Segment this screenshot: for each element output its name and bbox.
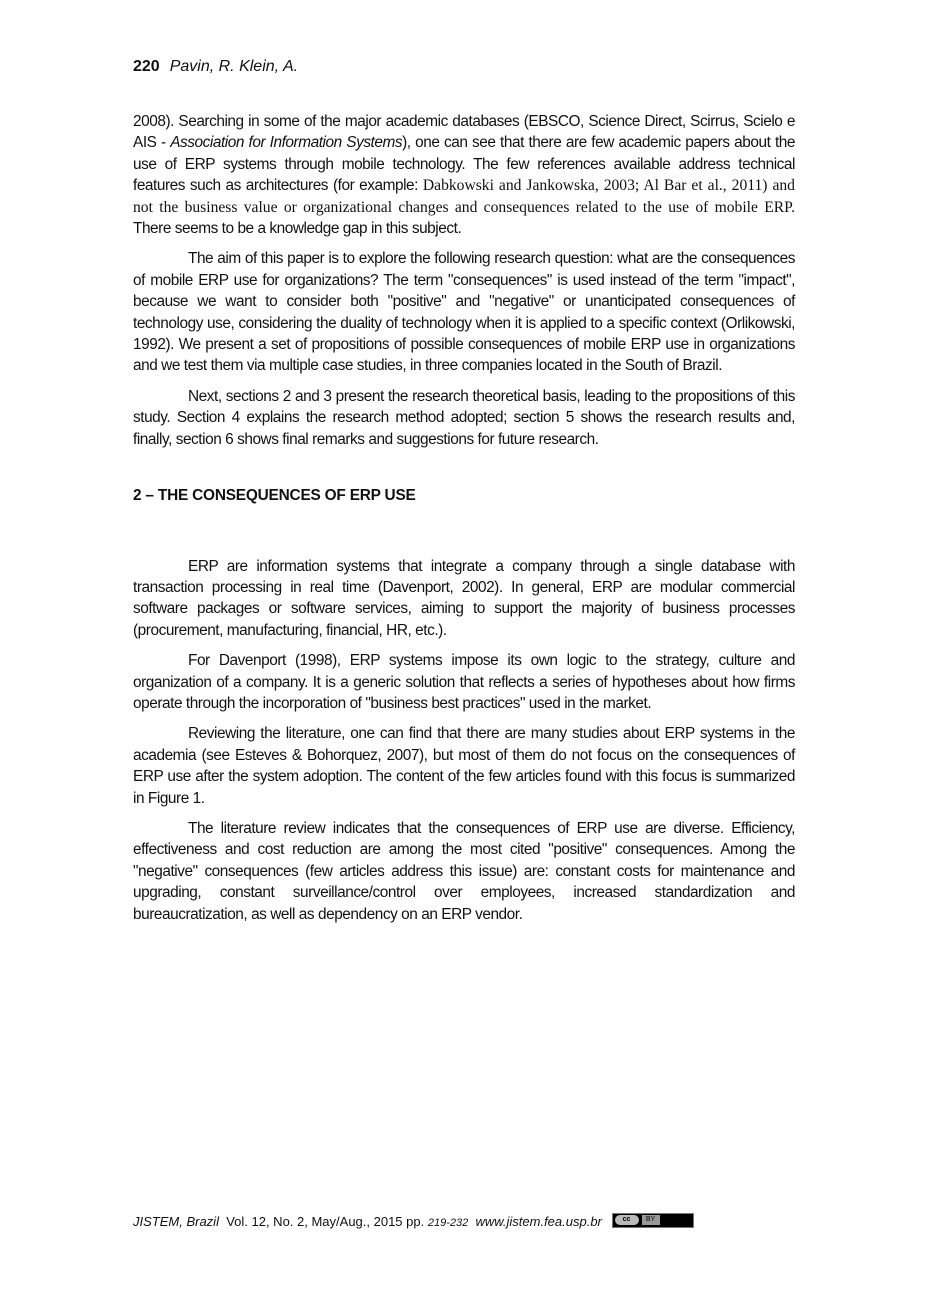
paragraph-5: For Davenport (1998), ERP systems impose its own logic to the strategy, culture and organization of a company. It is a generic solution that reflects a series of hypotheses about how firms operate through the incorporation of "business best practices" used in the market. [133, 652, 795, 712]
paragraph-3: Next, sections 2 and 3 present the research theoretical basis, leading to the propositions of this study. Section 4 explains the research method adopted; section 5 shows the research results and, finally, section 6 shows final remarks and suggestions for future research. [133, 387, 795, 448]
running-authors: Pavin, R. Klein, A. [169, 58, 299, 75]
paragraph-1: 2008). Searching in some of the major academic databases (EBSCO, Science Direct, Scirrus, Scielo e AIS - Association for Information Systems), one can see that there are few academic papers about the use of ERP systems through mobile technology. The few references available address technical features such as architectures (for example: Dabkowski and Jankowska, 2003; Al Bar et al., 2011) and not the business value or organizational changes and consequences related to the use of mobile ERP. There seems to be a knowledge gap in this subject. [133, 113, 795, 238]
journal-website[interactable]: www.jistem.fea.usp.br [475, 1214, 602, 1229]
creative-commons-icon[interactable]: cc BY [612, 1213, 694, 1228]
body-text [133, 111, 795, 934]
paragraph-7: The literature review indicates that the consequences of ERP use are diverse. Efficiency, effectiveness and cost reduction are among the most cited "positive" consequences. Among the "negative" consequences (few articles address this issue) are: constant costs for maintenance and upgrading, constant surveillance/control over employees, increased standardization and bureaucratization, as well as dependency on an ERP vendor. [133, 819, 795, 923]
volume-info: Vol. 12, No. 2, May/Aug., 2015 pp. [226, 1214, 425, 1229]
paragraph-2: The aim of this paper is to explore the following research question: what are the consequences of mobile ERP use for organizations? The term "consequences" is used instead of the term "impact", because we want to consider both "positive" and "negative" or unanticipated consequences of technology use, considering the duality of technology when it is applied to a specific context (Orlikowski, 1992). We present a set of propositions of possible consequences of mobile ERP use in organizations and we test them via multiple case studies, in three companies located in the South of Brazil. [133, 250, 795, 375]
page-footer [133, 1212, 694, 1233]
paragraph-6: Reviewing the literature, one can find that there are many studies about ERP systems in the academia (see Esteves & Bohorquez, 2007), but most of them do not focus on the consequences of ERP use after the system adoption. The content of the few articles found with this focus is summarized in Figure 1. [133, 725, 795, 807]
paragraph-4: ERP are information systems that integrate a company through a single database with transaction processing in real time (Davenport, 2002). In general, ERP are modular commercial software packages or software services, aiming to support the majority of business processes (procurement, manufacturing, financial, HR, etc.). [133, 557, 795, 639]
page-header [133, 56, 298, 78]
page-number: 220 [133, 58, 160, 75]
section-heading: 2 – THE CONSEQUENCES OF ERP USE [133, 487, 416, 505]
journal-name: JISTEM, Brazil [133, 1214, 219, 1229]
page-range: 219-232 [427, 1217, 469, 1229]
